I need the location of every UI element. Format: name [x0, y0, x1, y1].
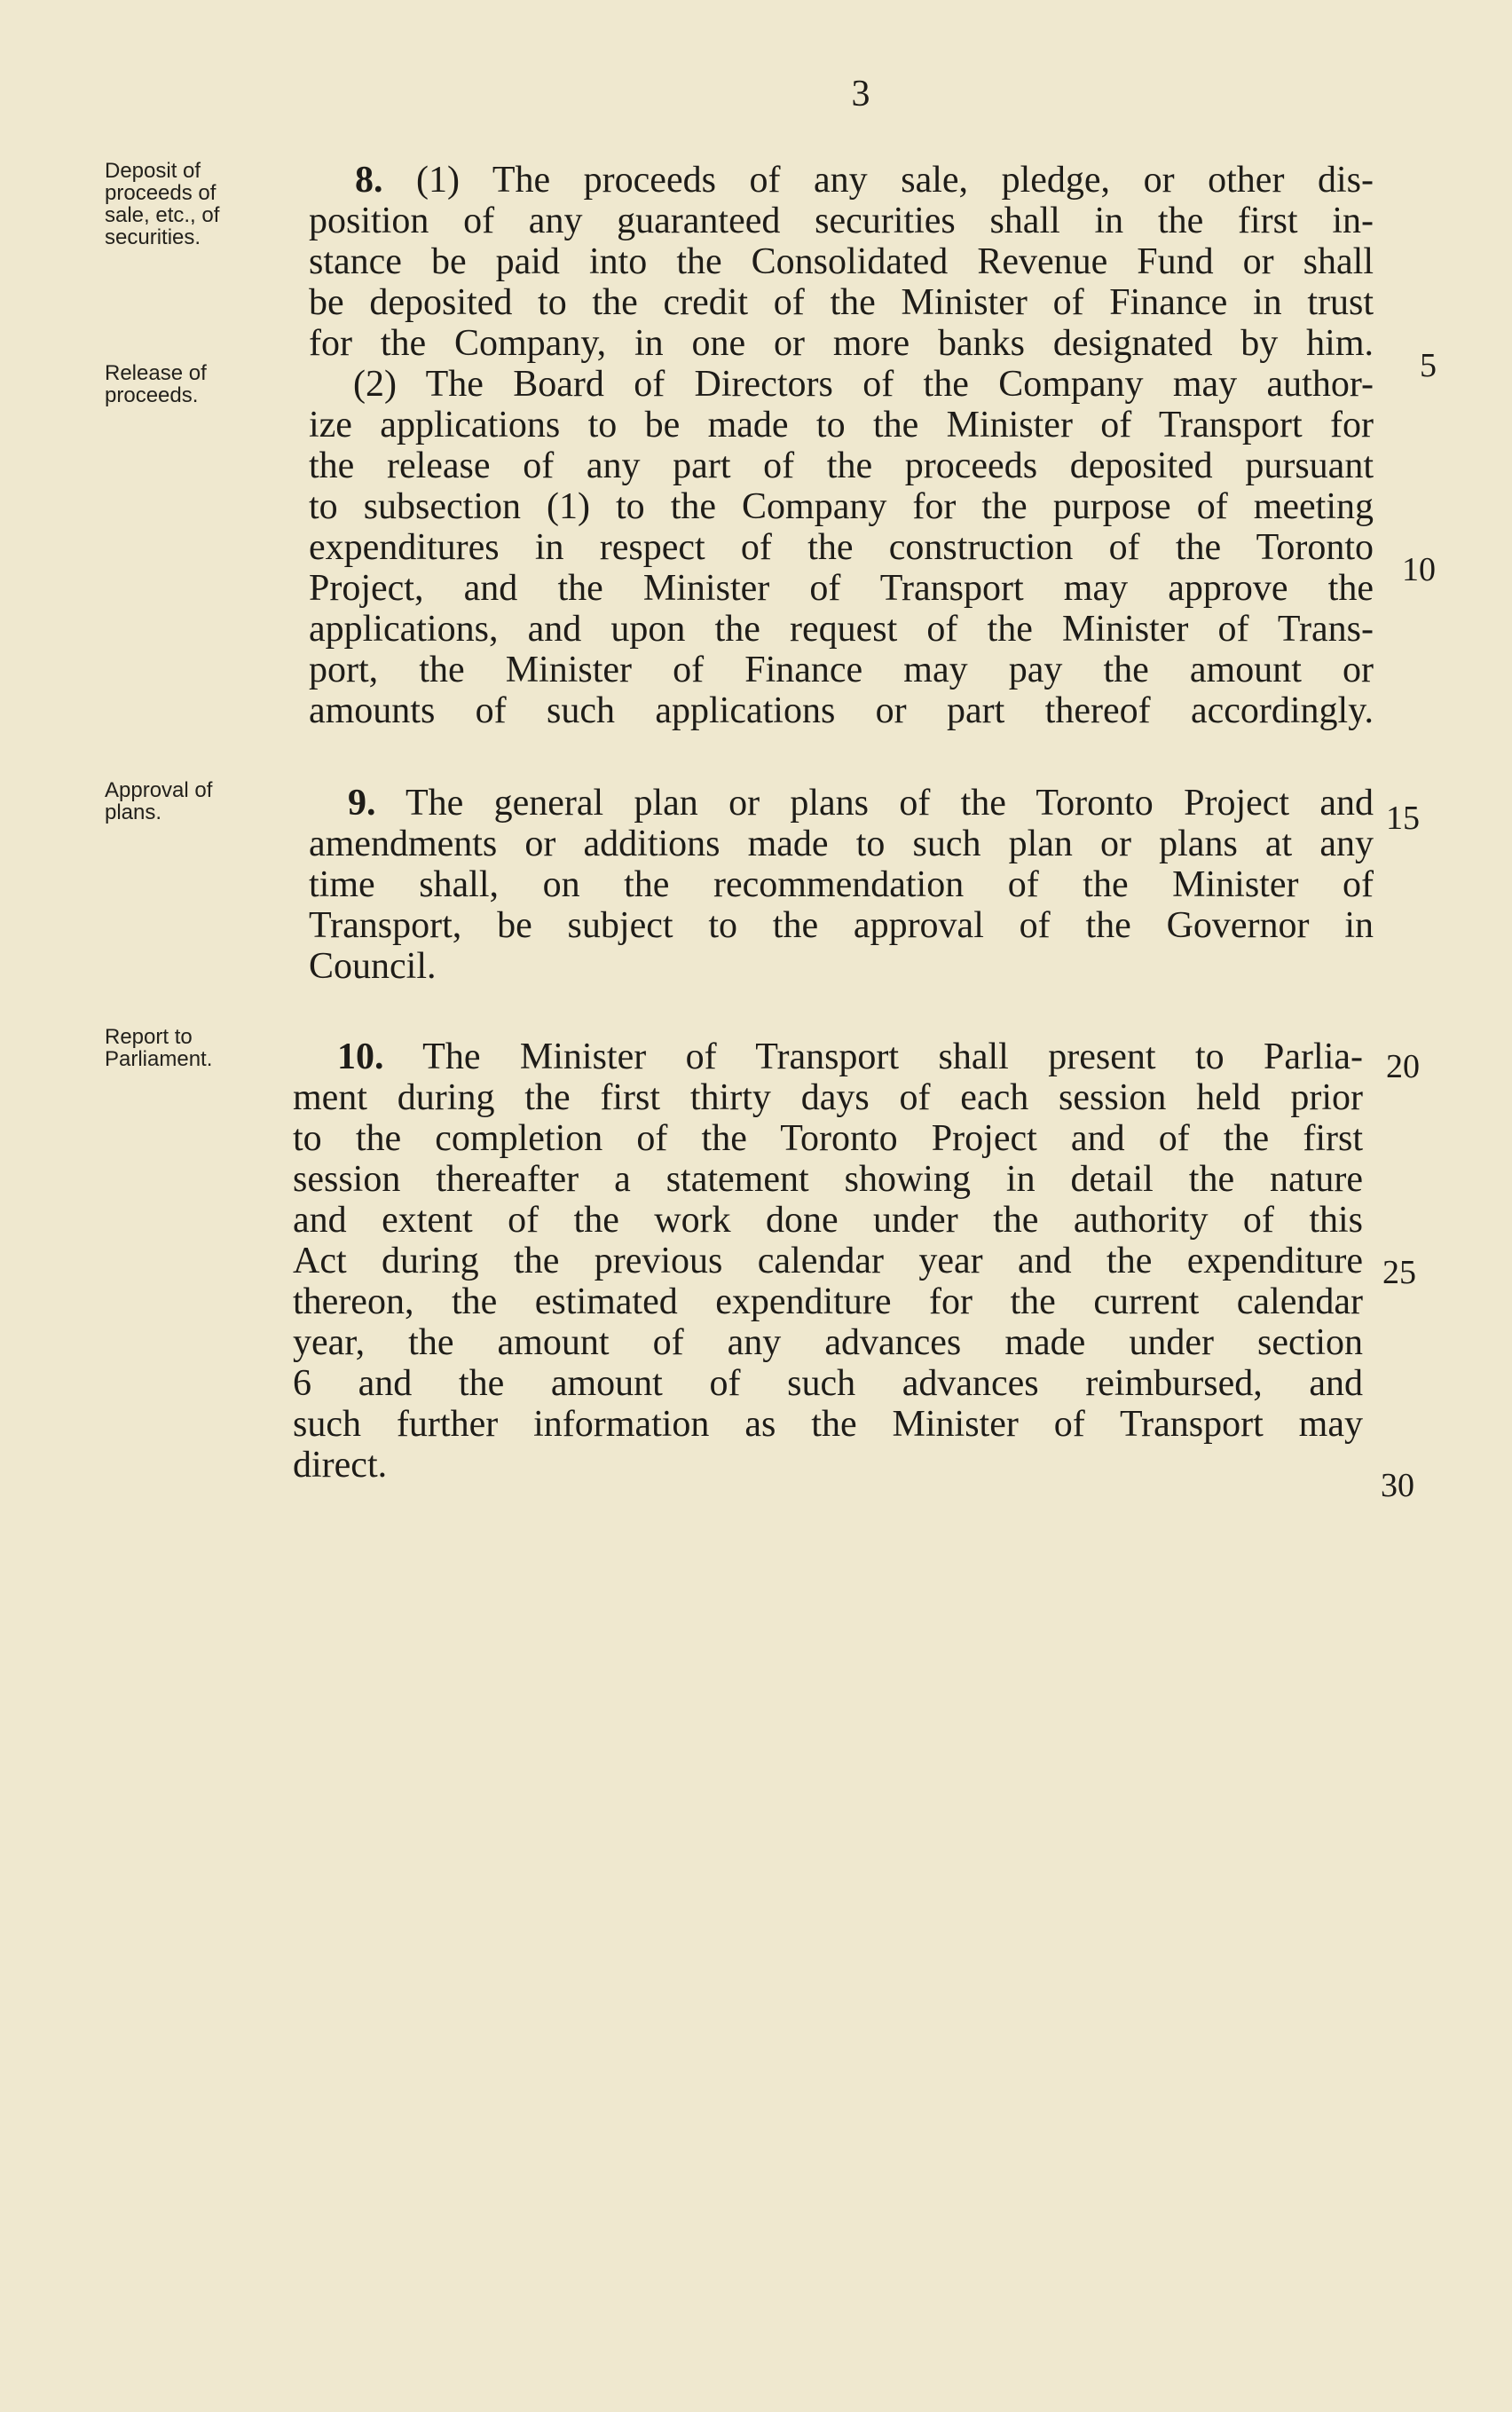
section-9-line: amendments or additions made to such plan or plans at any [309, 824, 1374, 864]
margin-note-report [105, 1026, 282, 1070]
margin-note-line: Release of [105, 361, 207, 385]
section-8-2-line: ize applications to be made to the Minister of Transport for [309, 405, 1374, 445]
section-9-line [348, 783, 1374, 824]
section-10-line: and extent of the work done under the authority of this [293, 1200, 1363, 1241]
section-10-number: 10. [337, 1037, 384, 1077]
section-8-line: position of any guaranteed securities shall in the first in- [309, 201, 1374, 241]
section-8-text: (1) The proceeds of any sale, pledge, or other dis- [382, 160, 1374, 201]
line-number: 15 [1386, 800, 1420, 837]
section-8-2-line: port, the Minister of Finance may pay the amount or [309, 650, 1374, 690]
section-8-2-line: the release of any part of the proceeds deposited pursuant [309, 445, 1374, 486]
page-number: 3 [851, 74, 870, 114]
section-10-line: session thereafter a statement showing in detail the nature [293, 1159, 1363, 1200]
section-10-line: such further information as the Minister of Transport may [293, 1404, 1363, 1445]
margin-note-line: Deposit of [105, 159, 201, 183]
margin-note-line: securities. [105, 225, 201, 249]
section-8-2-line: amounts of such applications or part thereof accordingly. [309, 690, 1374, 731]
section-10-line: thereon, the estimated expenditure for the current calendar [293, 1281, 1363, 1322]
line-number: 5 [1420, 347, 1437, 384]
section-9-text: The general plan or plans of the Toronto Project and [375, 783, 1374, 824]
section-8-line: for the Company, in one or more banks designated by him. [309, 323, 1374, 364]
section-10-line: Act during the previous calendar year and the expenditure [293, 1241, 1363, 1281]
section-9-line: Transport, be subject to the approval of the Governor in [309, 905, 1374, 946]
margin-note-approval [105, 779, 282, 824]
section-10-line: direct. [293, 1445, 388, 1486]
margin-note-line: sale, etc., of [105, 203, 220, 227]
section-8-2-line: Project, and the Minister of Transport may approve the [309, 568, 1374, 609]
section-8-2-line: applications, and upon the request of the Minister of Trans- [309, 609, 1374, 650]
margin-note-line: Report to [105, 1025, 193, 1049]
section-8-line: be deposited to the credit of the Minister of Finance in trust [309, 282, 1374, 323]
section-9-number: 9. [348, 783, 376, 824]
line-number: 30 [1381, 1467, 1414, 1504]
section-9-line: Council. [309, 946, 437, 987]
section-8-line [355, 160, 1374, 201]
margin-note-line: Approval of [105, 778, 213, 802]
margin-note-deposit [105, 160, 282, 248]
line-number: 10 [1402, 551, 1436, 588]
margin-note-line: proceeds. [105, 383, 199, 407]
section-10-text: The Minister of Transport shall present to Parlia- [383, 1037, 1363, 1077]
line-number: 20 [1386, 1048, 1420, 1085]
section-8-2-line: to subsection (1) to the Company for the purpose of meeting [309, 486, 1374, 527]
section-8-number: 8. [355, 160, 383, 201]
margin-note-line: plans. [105, 800, 162, 824]
section-10-line: 6 and the amount of such advances reimbursed, and [293, 1363, 1363, 1404]
section-10-line: to the completion of the Toronto Project and of the first [293, 1118, 1363, 1159]
section-8-line: stance be paid into the Consolidated Revenue Fund or shall [309, 241, 1374, 282]
section-10-line: year, the amount of any advances made under section [293, 1322, 1363, 1363]
margin-note-release [105, 362, 282, 406]
line-number: 25 [1382, 1254, 1416, 1291]
section-8-2-line: (2) The Board of Directors of the Company may author- [353, 364, 1374, 405]
section-8-2-line: expenditures in respect of the construction of the Toronto [309, 527, 1374, 568]
section-10-line: ment during the first thirty days of each session held prior [293, 1077, 1363, 1118]
section-10-line [337, 1037, 1363, 1077]
margin-note-line: proceeds of [105, 181, 217, 205]
margin-note-line: Parliament. [105, 1047, 213, 1071]
section-9-line: time shall, on the recommendation of the Minister of [309, 864, 1374, 905]
